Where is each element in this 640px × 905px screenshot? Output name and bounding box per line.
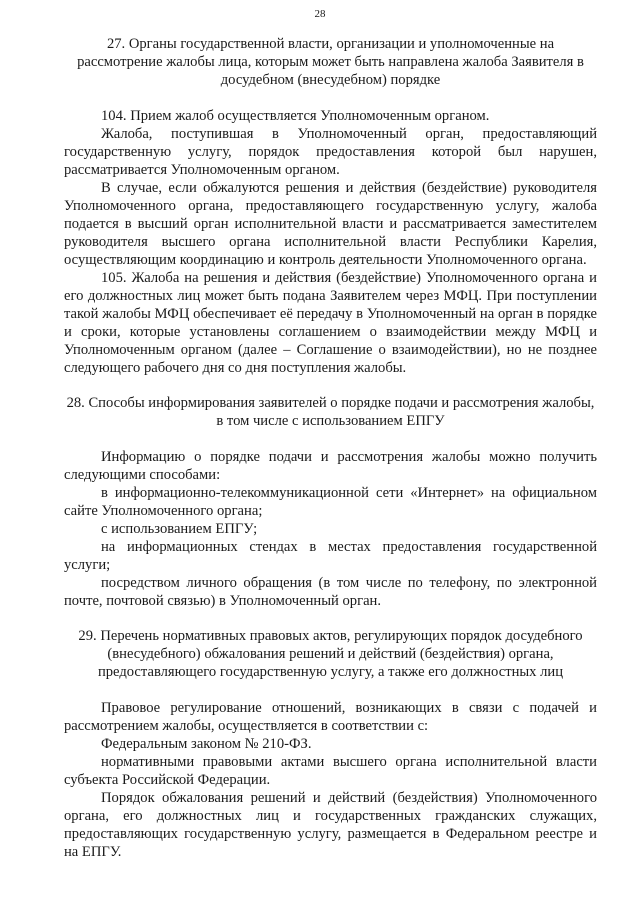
section-27-heading: 27. Органы государственной власти, организации и уполномоченные на рассмотрение жалобы лица, которым может быть направлена жалоба Заявителя в досудебном (внесудебном) порядке [77,36,584,88]
list-item-stands: на информационных стендах в местах предоставления государственной услуги; [64,539,597,573]
paragraph-legal-regulation: Правовое регулирование отношений, возникающих в связи с подачей и рассмотрением жалобы, осуществляется в соответствии с: [64,700,597,734]
list-item-internet: в информационно-телекоммуникационной сети «Интернет» на официальном сайте Уполномоченного органа; [64,485,597,519]
section-29-heading: 29. Перечень нормативных правовых актов, регулирующих порядок досудебного (внесудебного) обжалования решений и действий (бездействия) органа, предоставляющего государственную услугу, а также его должностных лиц [78,628,583,680]
document-body [64,35,597,861]
list-item-personal: посредством личного обращения (в том числе по телефону, по электронной почте, почтовой связью) в Уполномоченный орган. [64,575,597,609]
list-item-epgu: с использованием ЕПГУ; [101,521,258,537]
page-number: 28 [314,8,326,20]
paragraph-info-ways: Информацию о порядке подачи и рассмотрения жалобы можно получить следующими способами: [64,449,597,483]
paragraph-complaint-received: Жалоба, поступившая в Уполномоченный орган, предоставляющий государственную услугу, порядок предоставления которой был нарушен, рассматривается Уполномоченным органом. [64,126,597,178]
paragraph-104: 104. Прием жалоб осуществляется Уполномоченным органом. [101,108,490,124]
section-28-heading: 28. Способы информирования заявителей о порядке подачи и рассмотрения жалобы, в том числе с использованием ЕПГУ [66,395,595,429]
paragraph-appeal-order: Порядок обжалования решений и действий (бездействия) Уполномоченного органа, его должностных лиц и государственных гражданских служащих, предоставляющих государственную услугу, размещается в Федеральном реестре и на ЕПГУ. [64,790,597,860]
paragraph-105: 105. Жалоба на решения и действия (бездействие) Уполномоченного органа и его должностных лиц может быть подана Заявителем через МФЦ. При поступлении такой жалобы МФЦ обеспечивает её передачу в Уполномоченный на орган в порядке и сроки, которые установлены соглашением о взаимодействии между МФЦ и Уполномоченным органом (далее – Соглашение о взаимодействии), но не позднее следующего рабочего дня со дня поступления жалобы. [64,270,597,376]
list-item-federal-law: Федеральным законом № 210-ФЗ. [101,736,312,752]
list-item-regional-acts: нормативными правовыми актами высшего органа исполнительной власти субъекта Российской Федерации. [64,754,597,788]
paragraph-head-appeal: В случае, если обжалуются решения и действия (бездействие) руководителя Уполномоченного органа, предоставляющего государственную услугу, жалоба подается в высший орган исполнительной власти и рассматривается заместителем руководителя высшего органа исполнительной власти Республики Карелия, осуществляющим координацию и контроль деятельности Уполномоченного органа. [64,180,597,268]
